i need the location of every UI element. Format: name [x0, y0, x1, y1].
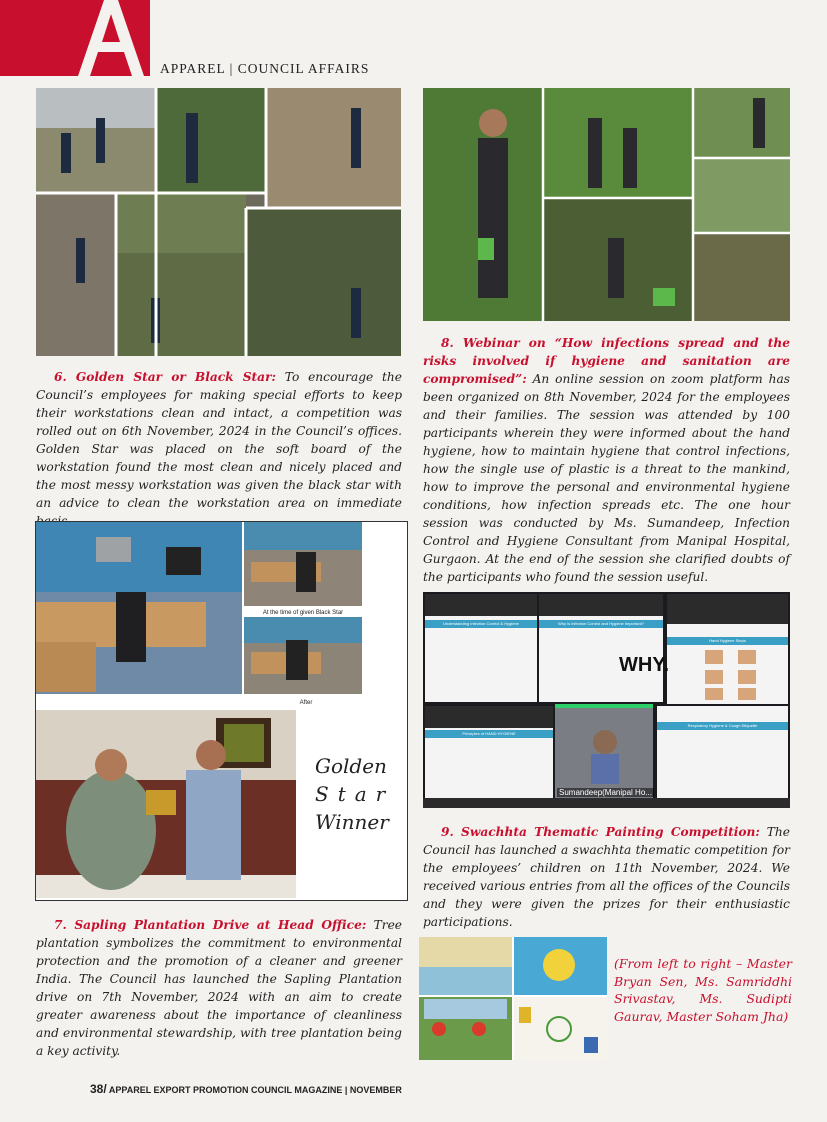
section-7-body: Tree plantation symbolizes the commitment to environmental protection and the promotion of a cleaner and greener India. The Council has launched the Sapling Plantation drive on 7th November, 2024 with an aim to create greater awareness about the importance of cleanliness and environmental stewardship, with tree plantation being a key activity. — [36, 918, 402, 1058]
golden-star-winner-photo — [36, 710, 296, 898]
section-6-heading: 6. Golden Star or Black Star: — [54, 370, 276, 384]
section-6-body: To encourage the Council’s employees for making special efforts to keep their workstations clean and intact, a competition was rolled out on 6th November, 2024 in the Council’s offices. Golden Star was placed on the soft board of the workstation found the most clean and nicely placed and the most messy workstation was given the black star with an advice to clean the workstation area on immediate — [36, 370, 402, 510]
section-8-paragraph — [423, 334, 790, 586]
section-9-body: The Council has launched a swachhta thematic competition for the employees’ children on 11th November, 2024. We received various entries from all the offices of the Councils and they were given the prizes for their enthusiastic participations. — [423, 825, 790, 929]
section-7-heading: 7. Sapling Plantation Drive at Head Office: — [54, 918, 367, 932]
section-label: APPAREL | COUNCIL AFFAIRS — [160, 61, 370, 76]
section-8-heading: 8. Webinar on “How infections spread and the risks involved if hygiene and sanitation are compromised”: — [423, 336, 790, 386]
footer-text: APPAREL EXPORT PROMOTION COUNCIL MAGAZINE | NOVEMBER — [106, 1085, 402, 1095]
section-9-heading: 9. Swachhta Thematic Painting Competition: — [441, 825, 760, 839]
page-footer — [90, 1082, 402, 1096]
after-label: After — [299, 700, 313, 706]
golden-star-winner-caption — [315, 752, 394, 836]
golden-star-photo-frame — [35, 521, 408, 901]
section-8-body: An online session on zoom platform has been organized on 8th November, 2024 for the employees and their families. The session was attended by 100 participants wherein they were informed about the hand hygiene, how to maintain hygiene that control infections, how the single use of plastic is a threat to the mankind, how to improve the personal and environmental hygiene conditions, how infection spreads etc. The one hour session was conducted by Ms. Sumandeep, Infection Control and Hygiene Consultant from Manipal Hospital, Gurgaon. At the end of the session she clarified doubts of the participants who found the session useful. — [423, 372, 790, 584]
painting-caption: (From left to right – Master Bryan Sen, Ms. Samriddhi Srivastav, Ms. Sudipti Gaurav, Master Soham Jha) — [614, 956, 792, 1024]
cleaning-drive-photo-collage — [36, 88, 401, 356]
before-label: At the time of given Black Star — [262, 610, 344, 616]
webinar-speaker-label: Sumandeep(Manipal Ho... — [559, 788, 652, 797]
webinar-slide-1-title: Understanding Infection Control & Hygiene — [443, 621, 519, 626]
section-7-paragraph — [36, 916, 402, 1060]
section-6-paragraph — [36, 368, 402, 530]
webinar-slide-4-title: Principles of HAND HYGIENE — [462, 731, 516, 736]
section-9-paragraph — [423, 823, 790, 931]
webinar-slide-5-title: Respiratory Hygiene & Cough Etiquette — [687, 723, 758, 728]
workstation-photos — [36, 522, 407, 710]
sapling-plantation-photo-collage — [423, 88, 790, 321]
page-number: 38/ — [90, 1082, 107, 1096]
winner-caption-line3: Winner — [315, 810, 389, 834]
magazine-logo — [0, 0, 150, 76]
webinar-slide-2-title: Why is Infection Control and Hygiene Important? — [557, 621, 645, 626]
children-painting-collage — [419, 937, 607, 1060]
winner-caption-line2: Star — [315, 782, 395, 806]
webinar-screenshots — [423, 592, 790, 808]
webinar-why-text: WHY. — [619, 654, 669, 676]
winner-caption-line1: Golden — [315, 754, 387, 778]
webinar-slide-3-title: Hand Hygiene Steps — [709, 638, 746, 643]
